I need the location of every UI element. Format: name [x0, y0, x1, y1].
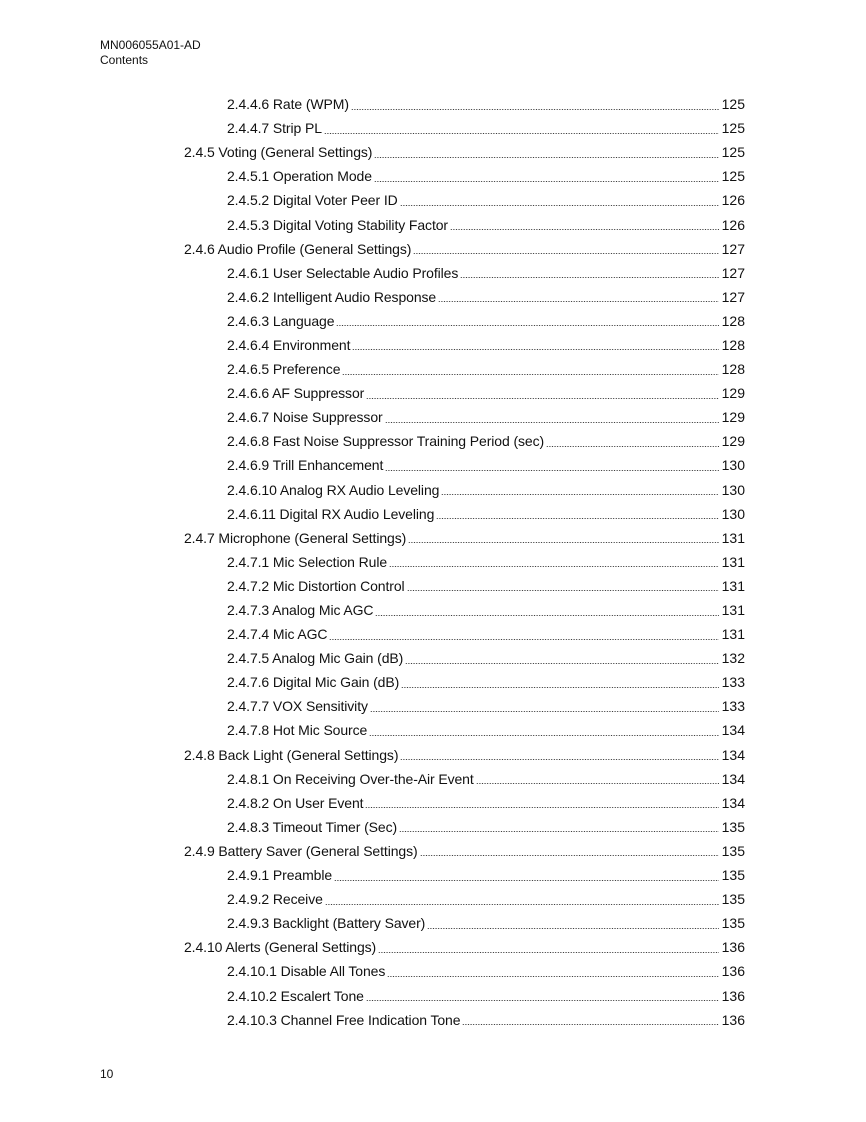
toc-entry-title: 2.4.8.3 Timeout Timer (Sec)	[227, 818, 398, 835]
toc-entry[interactable]	[227, 887, 745, 911]
toc-entry-page: 135	[721, 891, 745, 908]
toc-entry-page: 130	[721, 481, 745, 498]
toc-entry[interactable]	[227, 333, 745, 357]
toc-entry[interactable]	[227, 478, 745, 502]
dot-leader	[460, 277, 718, 278]
toc-entry-title: 2.4.6.3 Language	[227, 312, 335, 329]
toc-entry[interactable]	[227, 405, 745, 429]
toc-entry-title: 2.4.7 Microphone (General Settings)	[184, 529, 407, 546]
toc-entry[interactable]	[227, 646, 745, 670]
toc-entry-page: 126	[721, 192, 745, 209]
toc-entry-page: 131	[721, 529, 745, 546]
toc-entry-page: 136	[721, 963, 745, 980]
toc-entry-title: 2.4.9.3 Backlight (Battery Saver)	[227, 915, 426, 932]
toc-entry[interactable]	[227, 357, 745, 381]
dot-leader	[342, 374, 718, 375]
toc-entry-page: 136	[721, 939, 745, 956]
dot-leader	[420, 855, 719, 856]
toc-entry-page: 129	[721, 409, 745, 426]
toc-entry[interactable]	[227, 670, 745, 694]
dot-leader	[351, 109, 719, 110]
toc-entry[interactable]	[227, 767, 745, 791]
toc-entry-page: 134	[721, 746, 745, 763]
dot-leader	[352, 349, 718, 350]
toc-entry-title: 2.4.6.1 User Selectable Audio Profiles	[227, 264, 459, 281]
toc-entry[interactable]	[227, 694, 745, 718]
toc-entry[interactable]	[227, 983, 745, 1007]
dot-leader	[413, 253, 718, 254]
toc-entry[interactable]	[227, 622, 745, 646]
toc-entry[interactable]	[184, 839, 745, 863]
toc-entry[interactable]	[227, 381, 745, 405]
page-number: 10	[100, 1067, 114, 1081]
dot-leader	[387, 976, 718, 977]
toc-entry-title: 2.4.6.8 Fast Noise Suppressor Training Period (sec)	[227, 433, 545, 450]
toc-entry-title: 2.4.6.10 Analog RX Audio Leveling	[227, 481, 440, 498]
toc-entry-page: 135	[721, 915, 745, 932]
dot-leader	[334, 880, 719, 881]
dot-leader	[441, 494, 718, 495]
toc-entry-page: 127	[721, 288, 745, 305]
toc-entry-page: 131	[721, 602, 745, 619]
toc-entry[interactable]	[184, 743, 745, 767]
toc-entry[interactable]	[227, 863, 745, 887]
toc-entry[interactable]	[184, 935, 745, 959]
dot-leader	[378, 952, 719, 953]
toc-entry-page: 130	[721, 505, 745, 522]
dot-leader	[450, 229, 719, 230]
toc-entry[interactable]	[227, 550, 745, 574]
dot-leader	[400, 205, 719, 206]
toc-entry[interactable]	[227, 815, 745, 839]
dot-leader	[365, 807, 718, 808]
toc-entry[interactable]	[227, 116, 745, 140]
toc-entry[interactable]	[227, 911, 745, 935]
dot-leader	[438, 301, 719, 302]
toc-entry-title: 2.4.7.6 Digital Mic Gain (dB)	[227, 674, 400, 691]
toc-entry-page: 136	[721, 1011, 745, 1028]
dot-leader	[476, 783, 719, 784]
dot-leader	[375, 615, 718, 616]
toc-entry-page: 136	[721, 987, 745, 1004]
toc-entry-page: 129	[721, 433, 745, 450]
toc-entry-page: 125	[721, 120, 745, 137]
toc-entry-title: 2.4.8.1 On Receiving Over-the-Air Event	[227, 770, 474, 787]
toc-entry-title: 2.4.8.2 On User Event	[227, 794, 364, 811]
toc-entry-page: 127	[721, 264, 745, 281]
toc-entry-page: 133	[721, 674, 745, 691]
dot-leader	[389, 566, 719, 567]
toc-entry-page: 135	[721, 818, 745, 835]
toc-entry-title: 2.4.7.1 Mic Selection Rule	[227, 553, 388, 570]
toc-entry-title: 2.4.6.5 Preference	[227, 361, 341, 378]
toc-entry[interactable]	[184, 237, 745, 261]
toc-entry-page: 132	[721, 650, 745, 667]
toc-entry-title: 2.4.10.3 Channel Free Indication Tone	[227, 1011, 461, 1028]
toc-entry[interactable]	[227, 309, 745, 333]
toc-entry-title: 2.4.7.2 Mic Distortion Control	[227, 577, 405, 594]
toc-entry-page: 129	[721, 385, 745, 402]
toc-entry-title: 2.4.9 Battery Saver (General Settings)	[184, 842, 418, 859]
toc-entry-title: 2.4.7.3 Analog Mic AGC	[227, 602, 374, 619]
toc-entry-page: 130	[721, 457, 745, 474]
dot-leader	[399, 831, 719, 832]
toc-entry[interactable]	[227, 453, 745, 477]
toc-entry-page: 128	[721, 361, 745, 378]
table-of-contents	[0, 92, 866, 1032]
toc-entry[interactable]	[227, 1008, 745, 1032]
toc-entry-page: 126	[721, 216, 745, 233]
toc-entry[interactable]	[227, 188, 745, 212]
toc-entry-title: 2.4.5 Voting (General Settings)	[184, 144, 373, 161]
toc-entry-title: 2.4.6 Audio Profile (General Settings)	[184, 240, 412, 257]
document-id: MN006055A01-AD	[100, 38, 201, 52]
dot-leader	[546, 446, 719, 447]
toc-entry-page: 125	[721, 144, 745, 161]
dot-leader	[405, 663, 718, 664]
dot-leader	[401, 687, 718, 688]
toc-entry-title: 2.4.4.7 Strip PL	[227, 120, 322, 137]
toc-entry-title: 2.4.6.7 Noise Suppressor	[227, 409, 383, 426]
dot-leader	[336, 325, 718, 326]
dot-leader	[325, 904, 719, 905]
toc-entry-title: 2.4.10.2 Escalert Tone	[227, 987, 364, 1004]
dot-leader	[407, 590, 719, 591]
toc-entry[interactable]	[227, 92, 745, 116]
toc-entry-page: 134	[721, 722, 745, 739]
toc-entry[interactable]	[227, 791, 745, 815]
page-header	[100, 38, 201, 68]
toc-entry-page: 125	[721, 96, 745, 113]
toc-entry-title: 2.4.7.7 VOX Sensitivity	[227, 698, 368, 715]
toc-entry-title: 2.4.7.8 Hot Mic Source	[227, 722, 368, 739]
toc-entry-title: 2.4.6.11 Digital RX Audio Leveling	[227, 505, 435, 522]
toc-entry-title: 2.4.5.1 Operation Mode	[227, 168, 372, 185]
toc-entry-page: 134	[721, 770, 745, 787]
toc-entry-title: 2.4.6.6 AF Suppressor	[227, 385, 365, 402]
toc-entry-title: 2.4.6.2 Intelligent Audio Response	[227, 288, 437, 305]
toc-entry[interactable]	[184, 140, 745, 164]
toc-entry-page: 131	[721, 577, 745, 594]
dot-leader	[436, 518, 718, 519]
toc-entry-title: 2.4.9.2 Receive	[227, 891, 323, 908]
toc-entry[interactable]	[227, 285, 745, 309]
toc-entry-page: 133	[721, 698, 745, 715]
toc-entry-title: 2.4.10.1 Disable All Tones	[227, 963, 386, 980]
dot-leader	[366, 1000, 719, 1001]
toc-entry[interactable]	[227, 429, 745, 453]
toc-entry[interactable]	[227, 502, 745, 526]
toc-entry-page: 127	[721, 240, 745, 257]
toc-entry[interactable]	[227, 574, 745, 598]
toc-entry[interactable]	[227, 959, 745, 983]
toc-entry-page: 128	[721, 312, 745, 329]
toc-entry-title: 2.4.8 Back Light (General Settings)	[184, 746, 399, 763]
toc-entry-title: 2.4.7.4 Mic AGC	[227, 626, 328, 643]
toc-entry-page: 131	[721, 553, 745, 570]
dot-leader	[369, 735, 718, 736]
dot-leader	[408, 542, 718, 543]
toc-entry[interactable]	[227, 718, 745, 742]
toc-entry-title: 2.4.5.2 Digital Voter Peer ID	[227, 192, 398, 209]
dot-leader	[427, 928, 718, 929]
toc-entry[interactable]	[184, 526, 745, 550]
toc-entry-title: 2.4.7.5 Analog Mic Gain (dB)	[227, 650, 404, 667]
toc-entry-page: 135	[721, 867, 745, 884]
toc-entry[interactable]	[227, 261, 745, 285]
dot-leader	[385, 422, 719, 423]
toc-entry-page: 135	[721, 842, 745, 859]
toc-entry-page: 131	[721, 626, 745, 643]
dot-leader	[400, 759, 718, 760]
dot-leader	[374, 157, 718, 158]
toc-entry-title: 2.4.6.4 Environment	[227, 336, 351, 353]
toc-entry-title: 2.4.4.6 Rate (WPM)	[227, 96, 349, 113]
dot-leader	[462, 1024, 718, 1025]
toc-entry[interactable]	[227, 212, 745, 236]
toc-entry-page: 128	[721, 336, 745, 353]
dot-leader	[324, 133, 719, 134]
dot-leader	[385, 470, 718, 471]
toc-entry-title: 2.4.6.9 Trill Enhancement	[227, 457, 384, 474]
dot-leader	[374, 181, 719, 182]
dot-leader	[329, 639, 718, 640]
toc-entry[interactable]	[227, 598, 745, 622]
toc-entry-title: 2.4.5.3 Digital Voting Stability Factor	[227, 216, 448, 233]
toc-entry-title: 2.4.10 Alerts (General Settings)	[184, 939, 377, 956]
dot-leader	[366, 398, 718, 399]
toc-entry[interactable]	[227, 164, 745, 188]
toc-entry-title: 2.4.9.1 Preamble	[227, 867, 333, 884]
toc-entry-page: 134	[721, 794, 745, 811]
dot-leader	[370, 711, 719, 712]
toc-entry-page: 125	[721, 168, 745, 185]
section-title: Contents	[100, 53, 149, 67]
